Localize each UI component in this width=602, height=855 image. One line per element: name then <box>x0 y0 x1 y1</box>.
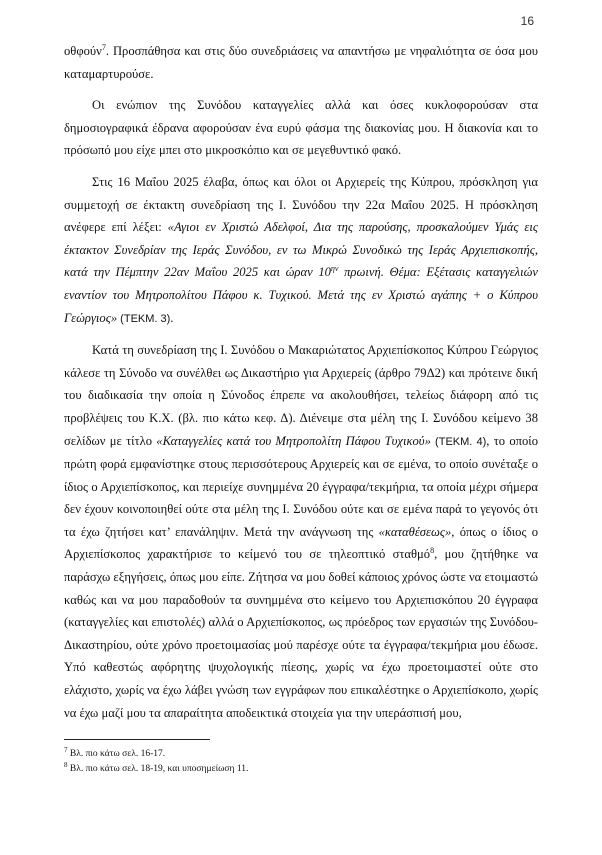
deposition-term: «καταθέσεως» <box>378 524 452 539</box>
footnote-separator <box>64 739 210 740</box>
document-title: «Καταγγελίες κατά του Μητροπολίτη Πάφου Τυχικού» <box>156 433 431 448</box>
footnote-text: Βλ. πιο κάτω σελ. 16-17. <box>67 749 166 760</box>
footnote-ref-8[interactable]: 8 <box>430 546 435 556</box>
footnote-8 <box>64 760 538 775</box>
paragraph-4 <box>64 339 538 724</box>
p4-text-a: Κατά τη συνεδρίαση της Ι. Συνόδου ο Μακαριώτατος Αρχιεπίσκοπος Κύπρου Γεώργιος κάλεσε τη Σύνοδο να συνέλθει ως Δικαστήριο για Αρχιερείς (άρθρο 79Δ2) και πρότεινε δική του διαδικασία την οποία η Σύνοδος έπρεπε να ακολουθήσει, τελείως διάφορη από τις προβλέψεις του Κ.Χ. (βλ. πιο κάτω κεφ. Δ). Διένειμε στα μέλη της Ι. Συνόδου κείμενο 38 σελίδων με τίτλο <box>64 343 538 448</box>
p1-text-a: οθφούν <box>64 44 102 58</box>
p3-text-a: Στις 16 Μαΐου 2025 έλαβα, όπως και όλοι οι Αρχιερείς της Κύπρου, πρόσκληση για συμμετοχή σε έκτακτη συνεδρίαση της Ι. Συνόδου την 22α Μαΐου 2025. Η πρόσκληση ανέφερε επί λέξει: <box>64 174 538 235</box>
paragraph-2: Οι ενώπιον της Συνόδου καταγγελίες αλλά και όσες κυκλοφορούσαν στα δημοσιογραφικά έδρανα αφορούσαν ένα ευρύ φάσμα της διακονίας μου. Η διακονία και το πρόσωπό μου είχε μπει στο μικροσκόπιο και σε μεγεθυντικό φακό. <box>64 98 538 158</box>
p4-text-b: , το οποίο πρώτη φορά εμφανίστηκε στους περισσότερους Αρχιερείς και σε εμένα, το οποίο συνέταξε ο ίδιος ο Αρχιεπίσκοπος, και περιείχε συνημμένα 20 έγγραφα/τεκμήρια, τα οποία μέχρι σήμερα δεν έχουν κοινοποιηθεί ούτε στα μέλη της Ι. Συνόδου ούτε και σε εμένα παρά το γεγονός ότι τα έχω ζητήσει κατ’ επανάληψιν. Μετά την ανάγνωση της <box>64 433 538 539</box>
body-text <box>64 40 538 733</box>
invitation-quote-sup: ην <box>330 264 339 274</box>
p4-text-c: , όπως ο ίδιος ο Αρχιεπίσκοπος χαρακτήρισε το κείμενό του σε τηλεοπτικό σταθμό <box>64 524 538 562</box>
p1-text-b: . Προσπάθησα και στις δύο συνεδριάσεις να απαντήσω με νηφαλιότητα σε όσα μου καταμαρτυρούσε. <box>64 44 538 81</box>
footnote-number: 8 <box>64 761 68 770</box>
page-number: 16 <box>520 14 534 28</box>
invitation-quote-b: πρωινή. Θέμα: Εξέτασις καταγγελιών εναντίον του Μητροπολίτου Πάφου κ. Τυχικού. Μετά της εν Χριστώ αγάπης + ο Κύπρου Γεώργιος» <box>64 265 539 325</box>
footnotes <box>64 745 538 775</box>
footnote-text: Βλ. πιο κάτω σελ. 18-19, και υποσημείωση 11. <box>67 764 249 775</box>
p3-text-end: . <box>170 310 174 325</box>
exhibit-ref-3: (ΤΕΚΜ. 3) <box>117 312 171 325</box>
footnote-7 <box>64 745 538 760</box>
paragraph-1 <box>64 40 538 85</box>
p4-text-d: , μου ζητήθηκε να παράσχω εξηγήσεις, όπως μου είπε. Ζήτησα να μου δοθεί κάποιος χρόνος ώστε να ετοιμαστώ καθώς και να μου παραδοθούν τα συνημμένα στο κείμενο του Αρχιεπισκόπου 20 έγγραφα (καταγγελίες και επιστολές) αλλά ο Αρχιεπίσκοπος, ως πρόεδρος των εργασιών της Συνόδου-Δικαστηρίου, ούτε χρόνο προετοιμασίας μού παρέσχε ούτε τα έγγραφα/τεκμήρια μου έδωσε. Υπό καθεστώς αφόρητης ψυχολογικής πίεσης, χωρίς να έχω προετοιμαστεί ούτε στο ελάχιστο, χωρίς να έχω λάβει γνώση των εγγράφων που επικαλέστηκε ο Αρχιεπίσκοπο, χωρίς να έχω μαζί μου τα απαραίτητα αποδεικτικά στοιχεία για την υπεράσπισή μου, <box>64 547 538 720</box>
paragraph-3 <box>64 171 538 330</box>
footnote-number: 7 <box>64 746 68 754</box>
exhibit-ref-4: (ΤΕΚΜ. 4) <box>430 435 487 448</box>
invitation-quote-a: «Αγιοι εν Χριστώ Αδελφοί, Δια της παρούσης, προσκαλούμεν Υμάς εις έκτακτον Συνεδρίαν της Ιεράς Συνόδου, εν τω Μικρώ Συνοδικώ της Ιεράς Αρχιεπισκοπής, κατά την Πέμπτην 22αν Μαΐου 2025 και ώραν 10 <box>64 220 538 280</box>
footnote-ref-7[interactable]: 7 <box>101 42 106 52</box>
